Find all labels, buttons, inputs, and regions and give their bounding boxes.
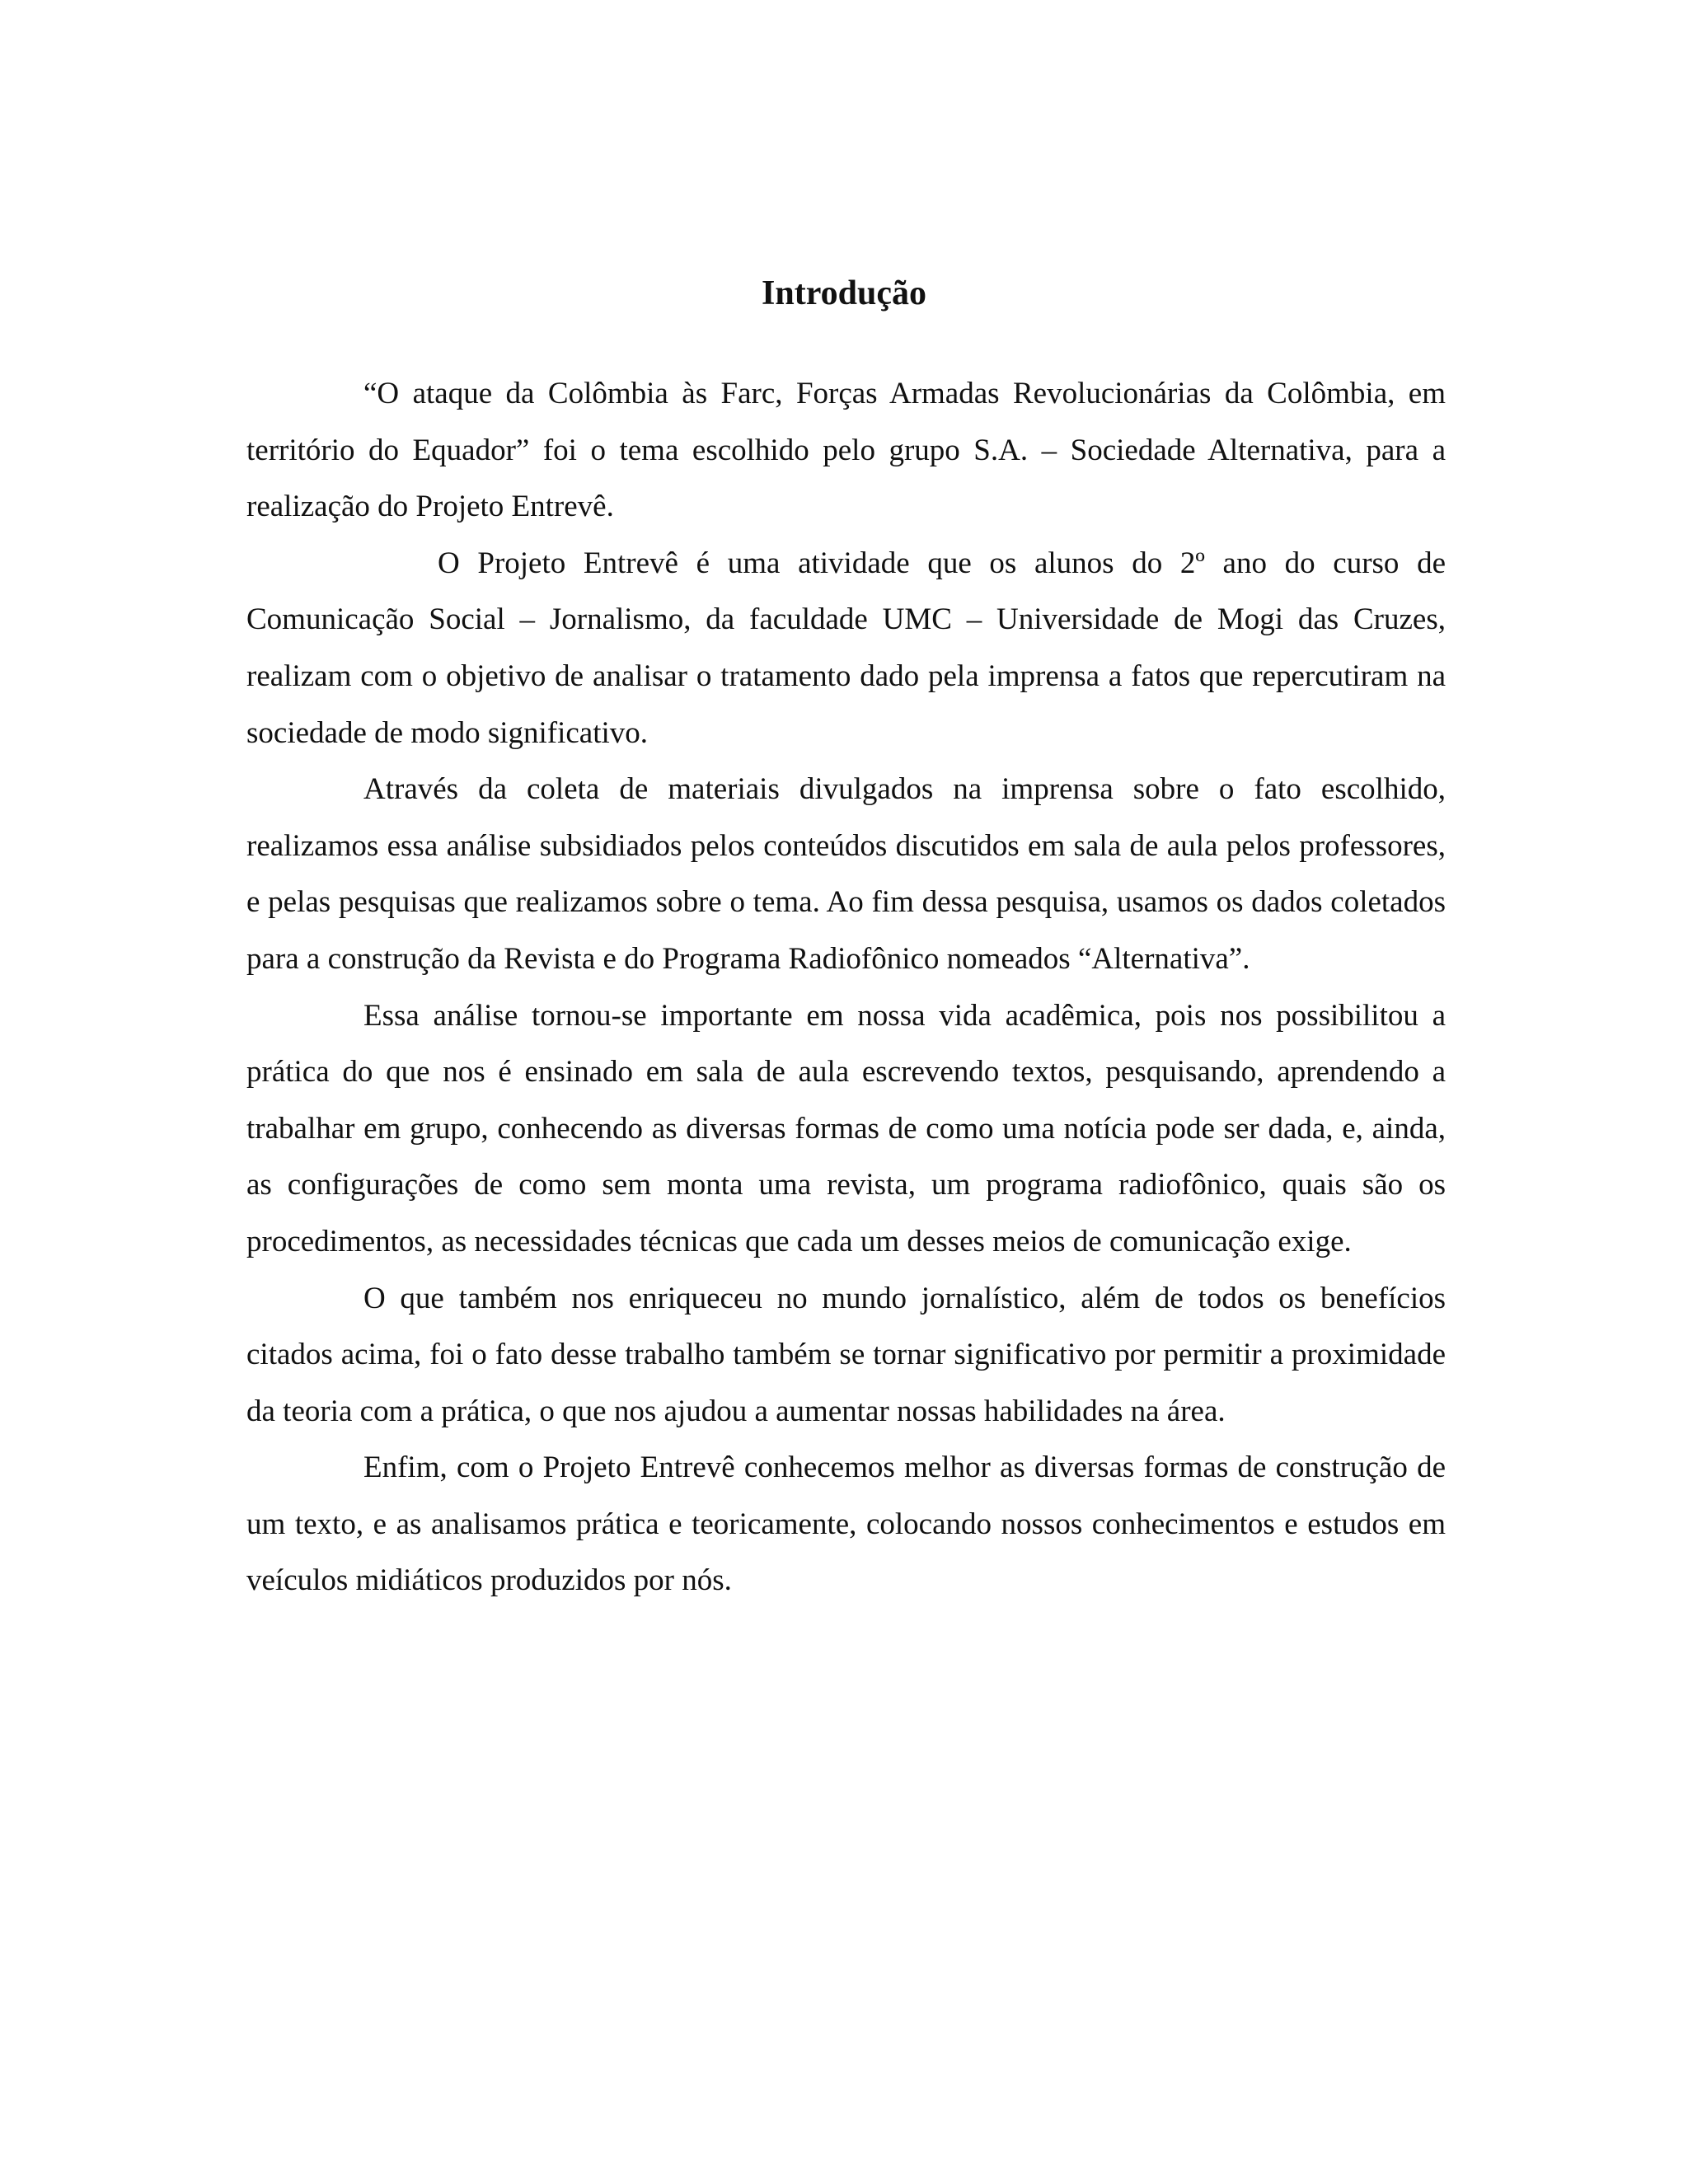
paragraph-6: Enfim, com o Projeto Entrevê conhecemos melhor as diversas formas de construção de um texto, e as analisamos prática e teoricamente, colocando nossos conhecimentos e estudos em veículos midiáticos produzidos por nós. — [246, 1451, 1446, 1598]
paragraph-4: Essa análise tornou-se importante em nossa vida acadêmica, pois nos possibilitou a prática do que nos é ensinado em sala de aula escrevendo textos, pesquisando, aprendendo a trabalhar em grupo, conhecendo as diversas formas de como uma notícia pode ser dada, e, ainda, as configurações de como sem monta uma revista, um programa radiofônico, quais são os procedimentos, as necessidades técnicas que cada um desses meios de comunicação exige. — [246, 998, 1446, 1258]
paragraph-5: O que também nos enriqueceu no mundo jornalístico, além de todos os benefícios citados acima, foi o fato desse trabalho também se tornar significativo por permitir a proximidade da teoria com a prática, o que nos ajudou a aumentar nossas habilidades na área. — [246, 1281, 1446, 1428]
paragraph-2: O Projeto Entrevê é uma atividade que os alunos do 2º ano do curso de Comunicação Social – Jornalismo, da faculdade UMC – Universidade de Mogi das Cruzes, realizam com o objetivo de analisar o tratamento dado pela imprensa a fatos que repercutiram na sociedade de modo significativo. — [246, 546, 1446, 750]
document-body — [246, 366, 1446, 1610]
paragraph-1: “O ataque da Colômbia às Farc, Forças Armadas Revolucionárias da Colômbia, em território do Equador” foi o tema escolhido pelo grupo S.A. – Sociedade Alternativa, para a realização do Projeto Entrevê. — [246, 377, 1446, 524]
page-title: Introdução — [762, 274, 926, 312]
paragraph-3: Através da coleta de materiais divulgados na imprensa sobre o fato escolhido, realizamos essa análise subsidiados pelos conteúdos discutidos em sala de aula pelos professores, e pelas pesquisas que realizamos sobre o tema. Ao fim dessa pesquisa, usamos os dados coletados para a construção da Revista e do Programa Radiofônico nomeados “Alternativa”. — [246, 772, 1446, 976]
